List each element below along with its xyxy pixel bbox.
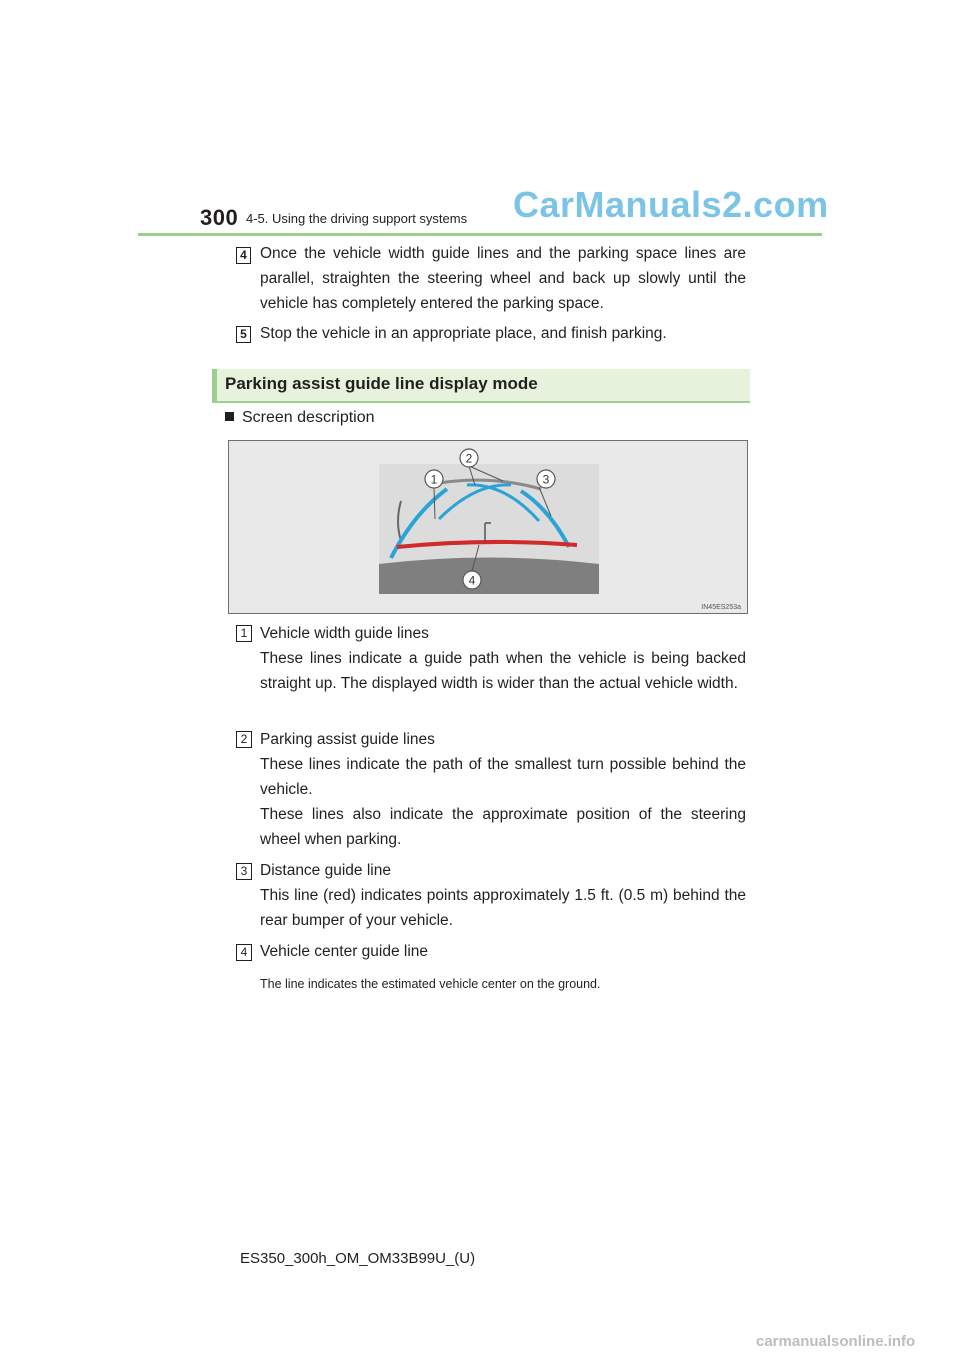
subheading <box>225 409 375 427</box>
item-description: These lines also indicate the approximate position of the steering wheel when parking. <box>260 806 746 848</box>
step-text: Stop the vehicle in an appropriate place, and finish parking. <box>260 325 667 342</box>
header-divider <box>138 233 822 236</box>
step-number-box: 4 <box>236 247 251 264</box>
svg-text:4: 4 <box>468 573 476 588</box>
section-heading-label: Parking assist guide line display mode <box>225 374 538 393</box>
item-title: Vehicle width guide lines <box>260 625 429 642</box>
callout-2 <box>460 449 478 467</box>
item-title: Vehicle center guide line <box>260 943 429 960</box>
item-number-box: 4 <box>236 944 252 961</box>
item-note: The line indicates the estimated vehicle center on the ground. <box>260 977 601 991</box>
page-number: 300 <box>200 205 239 230</box>
callout-3 <box>537 470 555 488</box>
svg-text:3: 3 <box>542 472 550 487</box>
callout-1 <box>425 470 443 488</box>
section-title: 4-5. Using the driving support systems <box>246 211 468 226</box>
step-text: Once the vehicle width guide lines and the parking space lines are parallel, straighten the steering wheel and back up slowly until the vehicle has completely entered the parking space. <box>260 245 746 312</box>
figure-code: IN45ES253a <box>701 604 741 611</box>
step-number-box: 5 <box>236 326 251 343</box>
item-title: Distance guide line <box>260 862 391 879</box>
callout-4 <box>463 571 481 589</box>
item-description: These lines indicate the path of the smallest turn possible behind the vehicle. <box>260 756 746 798</box>
square-bullet-icon <box>225 412 234 421</box>
section-heading <box>212 369 750 403</box>
item-description: This line (red) indicates points approximately 1.5 ft. (0.5 m) behind the rear bumper of your vehicle. <box>260 887 746 929</box>
item-number-box: 2 <box>236 731 252 748</box>
watermark-logo[interactable]: CarManuals2.com <box>513 184 829 225</box>
subheading-label: Screen description <box>242 409 375 426</box>
item-title: Parking assist guide lines <box>260 731 435 748</box>
document-code: ES350_300h_OM_OM33B99U_(U) <box>240 1250 476 1267</box>
heading-accent-bar <box>212 369 217 401</box>
svg-text:1: 1 <box>430 472 438 487</box>
item-number-box: 1 <box>236 625 252 642</box>
item-number-box: 3 <box>236 863 252 880</box>
ground-area <box>379 558 599 595</box>
camera-screen-figure <box>228 440 748 614</box>
site-watermark[interactable]: carmanualsonline.info <box>756 1333 916 1350</box>
camera-screen-illustration <box>229 441 749 615</box>
svg-text:2: 2 <box>465 451 473 466</box>
item-description: These lines indicate a guide path when the vehicle is being backed straight up. The displayed width is wider than the actual vehicle width. <box>260 650 746 692</box>
